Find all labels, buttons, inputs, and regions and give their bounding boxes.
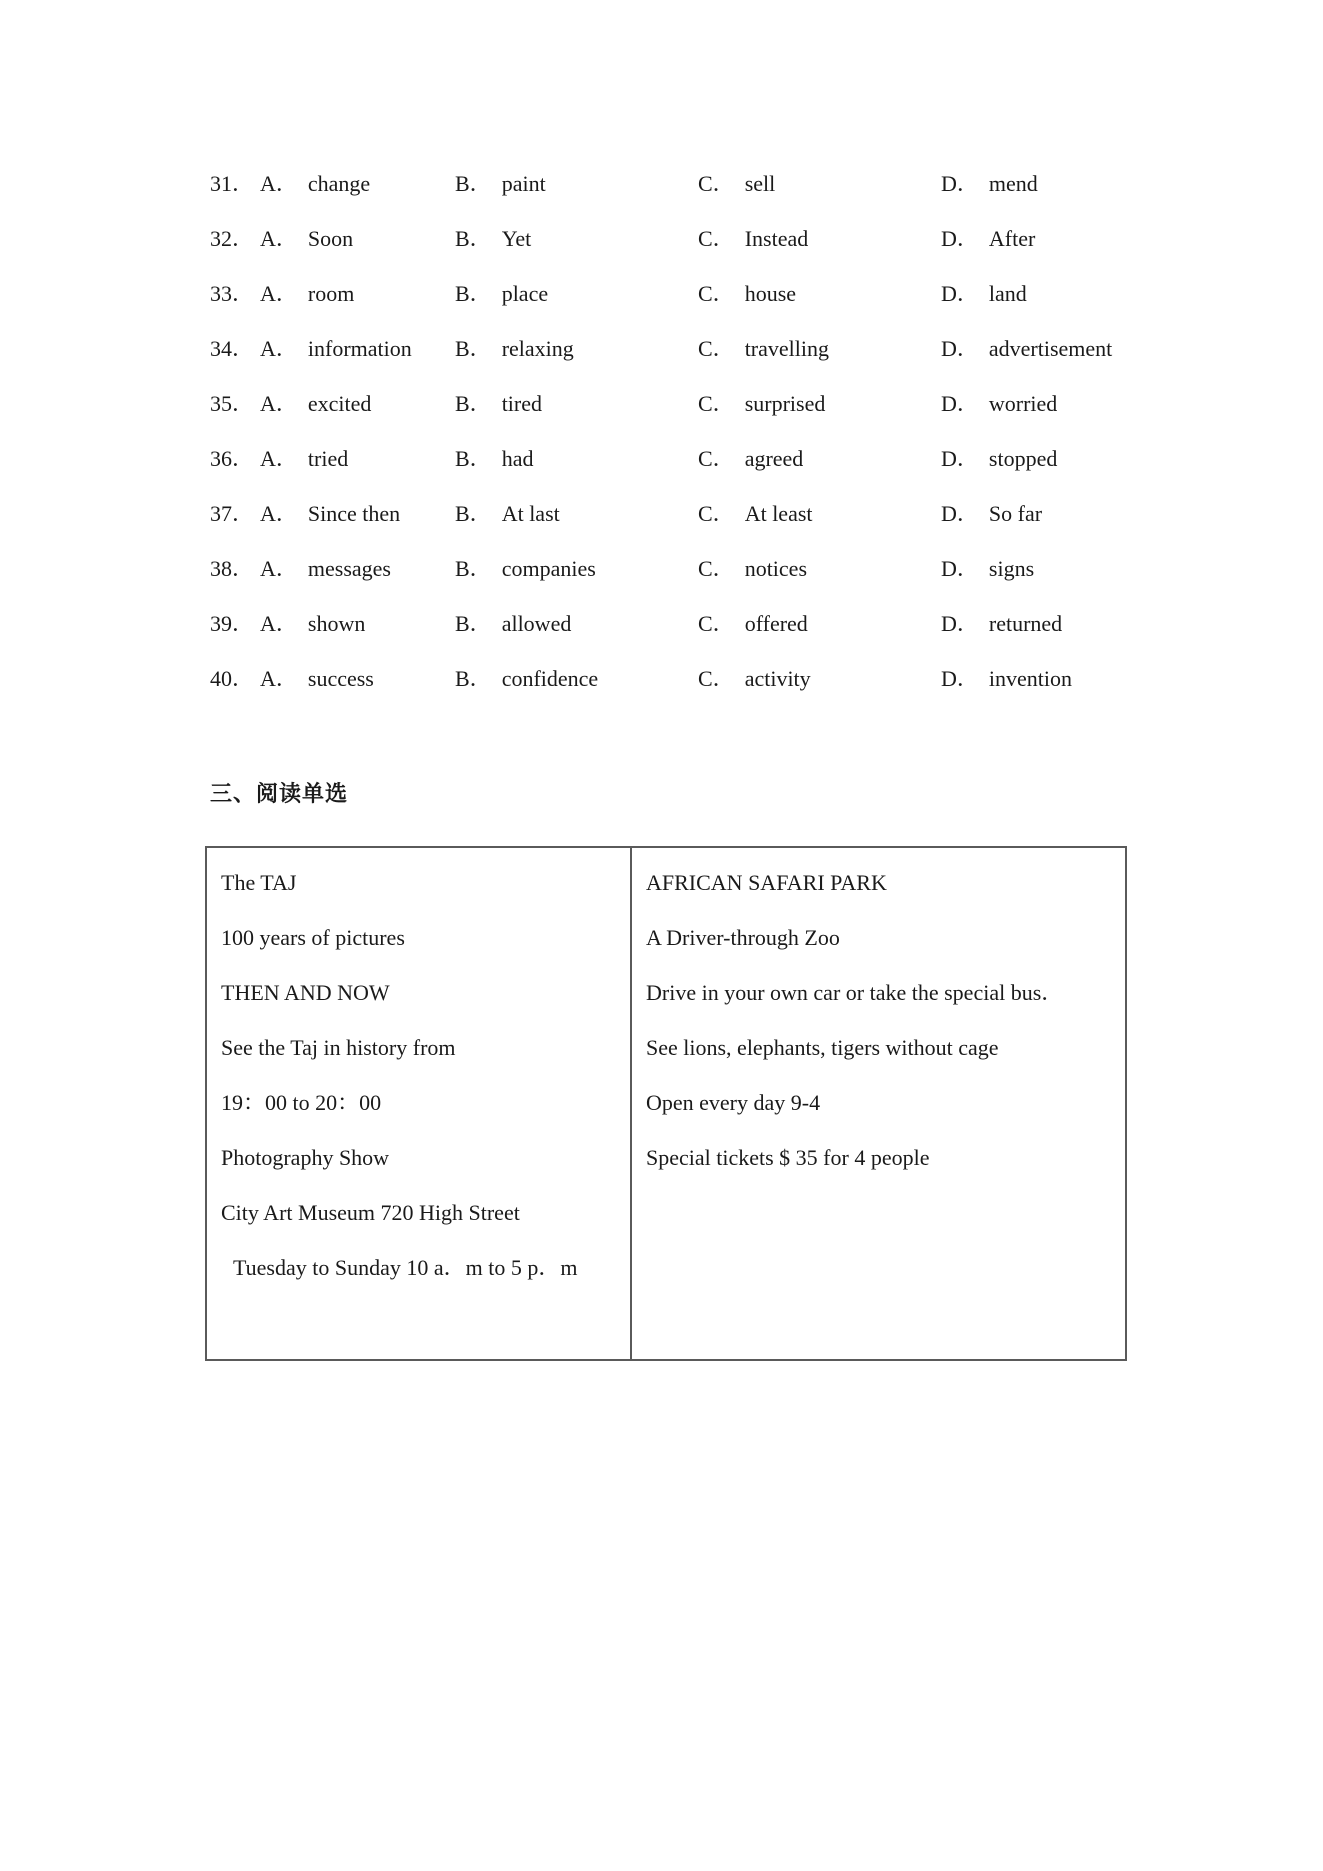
option-b	[455, 661, 598, 697]
option-c	[698, 606, 808, 642]
option-a	[260, 166, 370, 202]
question-number: 31．	[210, 171, 255, 196]
option-text: confidence	[501, 666, 599, 691]
option-d	[941, 496, 1042, 532]
option-text: Instead	[744, 226, 809, 251]
question-number: 32．	[210, 226, 255, 251]
option-letter: B．	[455, 171, 492, 196]
option-letter: D．	[941, 281, 979, 306]
option-text: At least	[744, 501, 813, 526]
option-letter: C．	[698, 446, 735, 471]
question-number: 33．	[210, 281, 255, 306]
option-letter: C．	[698, 391, 735, 416]
ad-line: 19：00 to 20：00	[221, 1090, 382, 1115]
option-c	[698, 551, 807, 587]
ad-line: Open every day 9-4	[646, 1090, 821, 1115]
option-letter: C．	[698, 226, 735, 251]
ad-line: 100 years of pictures	[221, 925, 405, 950]
option-letter: C．	[698, 556, 735, 581]
option-letter: A．	[260, 281, 298, 306]
option-text: land	[988, 281, 1027, 306]
question-row-35	[210, 386, 1170, 441]
option-text: signs	[988, 556, 1035, 581]
option-a	[260, 276, 354, 312]
option-text: place	[501, 281, 549, 306]
option-letter: A．	[260, 446, 298, 471]
option-letter: C．	[698, 336, 735, 361]
option-text: room	[307, 281, 355, 306]
option-d	[941, 551, 1034, 587]
option-letter: A．	[260, 611, 298, 636]
section-title: 三、阅读单选	[210, 782, 349, 807]
option-letter: D．	[941, 336, 979, 361]
option-c	[698, 276, 796, 312]
option-a	[260, 551, 391, 587]
ad-line: Drive in your own car or take the special bus．	[646, 980, 1064, 1005]
option-letter: B．	[455, 226, 492, 251]
option-b	[455, 166, 546, 202]
option-text: stopped	[988, 446, 1058, 471]
option-letter: B．	[455, 281, 492, 306]
option-d	[941, 386, 1057, 422]
option-text: agreed	[744, 446, 804, 471]
option-text: success	[307, 666, 374, 691]
option-d	[941, 166, 1038, 202]
option-a	[260, 221, 353, 257]
question-row-40	[210, 661, 1170, 716]
ad-line: A Driver-through Zoo	[646, 925, 840, 950]
option-letter: D．	[941, 391, 979, 416]
option-text: notices	[744, 556, 808, 581]
option-a	[260, 331, 412, 367]
option-b	[455, 441, 533, 477]
option-text: So far	[988, 501, 1043, 526]
option-letter: C．	[698, 281, 735, 306]
option-letter: D．	[941, 226, 979, 251]
option-text: relaxing	[501, 336, 574, 361]
option-letter: A．	[260, 666, 298, 691]
option-letter: B．	[455, 446, 492, 471]
option-c	[698, 166, 775, 202]
option-text: mend	[988, 171, 1038, 196]
option-c	[698, 661, 811, 697]
option-d	[941, 221, 1035, 257]
question-row-39	[210, 606, 1170, 661]
option-text: Yet	[501, 226, 532, 251]
question-row-34	[210, 331, 1170, 386]
option-letter: C．	[698, 501, 735, 526]
option-text: Since then	[307, 501, 401, 526]
ad-taj	[207, 848, 632, 1359]
option-letter: B．	[455, 391, 492, 416]
option-a	[260, 606, 365, 642]
question-row-32	[210, 221, 1170, 276]
option-b	[455, 276, 548, 312]
option-text: excited	[307, 391, 372, 416]
option-letter: B．	[455, 501, 492, 526]
option-letter: A．	[260, 336, 298, 361]
option-text: house	[744, 281, 797, 306]
question-row-31	[210, 166, 1170, 221]
ads-table	[205, 846, 1127, 1361]
option-letter: B．	[455, 611, 492, 636]
option-text: returned	[988, 611, 1063, 636]
option-text: tried	[307, 446, 349, 471]
question-number: 37．	[210, 501, 255, 526]
option-text: tired	[501, 391, 543, 416]
option-c	[698, 221, 808, 257]
option-letter: B．	[455, 556, 492, 581]
option-letter: D．	[941, 666, 979, 691]
option-text: sell	[744, 171, 776, 196]
option-a	[260, 386, 371, 422]
option-d	[941, 606, 1062, 642]
option-letter: D．	[941, 611, 979, 636]
ad-safari-park	[632, 848, 1125, 1359]
option-letter: D．	[941, 501, 979, 526]
option-b	[455, 606, 571, 642]
ad-line: Photography Show	[221, 1145, 390, 1170]
option-letter: C．	[698, 666, 735, 691]
option-text: companies	[501, 556, 596, 581]
ad-line: City Art Museum 720 High Street	[221, 1200, 520, 1225]
option-d	[941, 661, 1072, 697]
option-c	[698, 496, 813, 532]
option-letter: C．	[698, 611, 735, 636]
option-text: allowed	[501, 611, 572, 636]
question-row-38	[210, 551, 1170, 606]
question-row-36	[210, 441, 1170, 496]
ad-line: See the Taj in history from	[221, 1035, 456, 1060]
option-letter: C．	[698, 171, 735, 196]
option-d	[941, 331, 1112, 367]
ad-line: THEN AND NOW	[221, 980, 390, 1005]
option-text: invention	[988, 666, 1072, 691]
question-number: 38．	[210, 556, 255, 581]
question-row-33	[210, 276, 1170, 331]
question-row-37	[210, 496, 1170, 551]
option-d	[941, 441, 1057, 477]
option-letter: A．	[260, 226, 298, 251]
ad-line: Tuesday to Sunday 10 a．m to 5 p．m	[233, 1255, 578, 1280]
option-c	[698, 331, 829, 367]
option-letter: A．	[260, 391, 298, 416]
option-text: At last	[501, 501, 560, 526]
option-b	[455, 331, 574, 367]
option-letter: D．	[941, 556, 979, 581]
option-a	[260, 496, 400, 532]
option-text: travelling	[744, 336, 829, 361]
cloze-options	[210, 166, 1170, 716]
option-text: change	[307, 171, 371, 196]
question-number: 40．	[210, 666, 255, 691]
option-letter: A．	[260, 556, 298, 581]
option-text: worried	[988, 391, 1058, 416]
option-text: offered	[744, 611, 808, 636]
question-number: 36．	[210, 446, 255, 471]
option-text: After	[988, 226, 1036, 251]
ad-line: Special tickets $ 35 for 4 people	[646, 1145, 930, 1170]
option-letter: D．	[941, 446, 979, 471]
option-text: shown	[307, 611, 366, 636]
option-text: messages	[307, 556, 391, 581]
option-c	[698, 386, 825, 422]
option-text: paint	[501, 171, 546, 196]
question-number: 34．	[210, 336, 255, 361]
option-letter: A．	[260, 171, 298, 196]
option-c	[698, 441, 803, 477]
ad-line: See lions, elephants, tigers without cage	[646, 1035, 999, 1060]
option-letter: D．	[941, 171, 979, 196]
option-letter: B．	[455, 336, 492, 361]
option-text: advertisement	[988, 336, 1113, 361]
option-b	[455, 496, 560, 532]
option-b	[455, 386, 542, 422]
option-a	[260, 661, 374, 697]
option-b	[455, 551, 596, 587]
question-number: 39．	[210, 611, 255, 636]
option-letter: B．	[455, 666, 492, 691]
question-number: 35．	[210, 391, 255, 416]
option-b	[455, 221, 531, 257]
option-text: surprised	[744, 391, 826, 416]
option-text: Soon	[307, 226, 354, 251]
option-text: activity	[744, 666, 811, 691]
option-text: information	[307, 336, 412, 361]
option-d	[941, 276, 1027, 312]
option-text: had	[501, 446, 534, 471]
ad-line: The TAJ	[221, 870, 297, 895]
option-a	[260, 441, 348, 477]
ad-line: AFRICAN SAFARI PARK	[646, 870, 887, 895]
option-letter: A．	[260, 501, 298, 526]
